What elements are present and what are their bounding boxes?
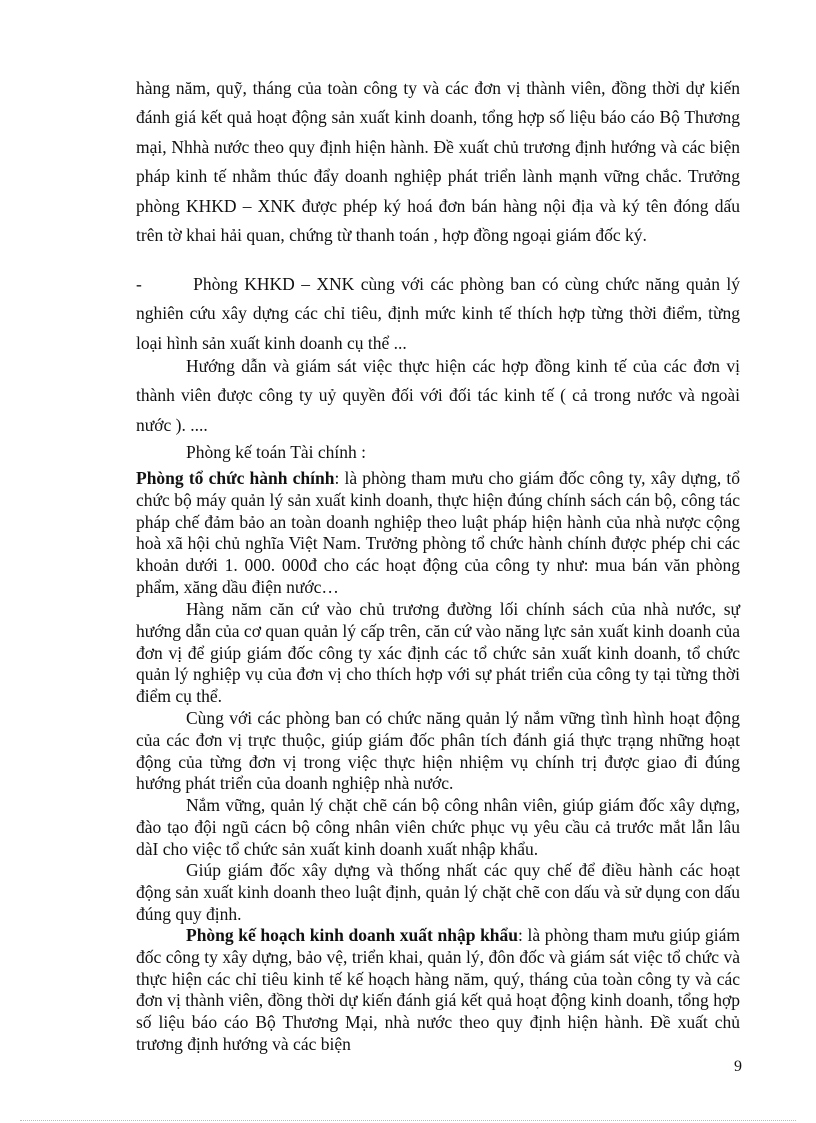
- paragraph-text: : là phòng tham mưu giúp giám đốc công ty xây dựng, bảo vệ, triển khai, quản lý, đôn đốc và giám sát việc tổ chức và thực hiện các chỉ tiêu kinh tế kế hoạch hàng năm, quý, tháng của toàn công ty và các đơn vị thành viên, đồng thời dự kiến đánh giá kết quả hoạt động kinh doanh, tổng hợp số liệu báo cáo Bộ Thương Mại, nhà nước theo quy định hiện hành. Đề xuất chủ trương định hướng và các biện: [136, 925, 741, 1054]
- paragraph-text: Giúp giám đốc xây dựng và thống nhất các quy chế để điều hành các hoạt động sản xuất kinh doanh theo luật định, quản lý chặt chẽ con dấu và sử dụng con dấu đúng quy định.: [136, 860, 740, 924]
- section-heading: Phòng tổ chức hành chính: [136, 468, 335, 488]
- paragraph-text: Hàng năm căn cứ vào chủ trương đường lối chính sách của nhà nước, sự hướng dẫn của cơ quan quản lý cấp trên, căn cứ vào năng lực sản xuất kinh doanh của đơn vị để giúp giám đốc công ty xác định các tổ chức sản xuất kinh doanh, tổ chức quản lý nghiệp vụ của đơn vị cho thích hợp với sự phát triển của công ty tại từng thời điểm cụ thể.: [136, 599, 740, 707]
- paragraph-text: Nắm vững, quản lý chặt chẽ cán bộ công nhân viên, giúp giám đốc xây dựng, đào tạo đội ngũ cácn bộ công nhân viên chức phục vụ yêu cầu cả trước mắt lẫn lâu dàI cho việc tổ chức sản xuất kinh doanh xuất nhập khẩu.: [136, 795, 740, 859]
- paragraph-text: : là phòng tham mưu cho giám đốc công ty, xây dựng, tổ chức bộ máy quản lý sản xuất kinh doanh, thực hiện đúng chính sách cán bộ, công tác pháp chế đảm bảo an toàn doanh nghiệp theo luật pháp hiện hành của nhà nược cộng hoà xã hội chủ nghĩa Việt Nam. Trưởng phòng tổ chức hành chính được phép chi các khoản dưới 1. 000. 000đ cho các hoạt động của công ty như: mua bán văn phòng phẩm, xăng dầu điện nước…: [136, 468, 740, 597]
- paragraph-continuation: [136, 74, 740, 250]
- paragraph-text: Hướng dẫn và giám sát việc thực hiện các hợp đồng kinh tế của các đơn vị thành viên được công ty uỷ quyền đối với đối tác kinh tế ( cả trong nước và ngoài nước ). ....: [136, 356, 740, 435]
- paragraph-text: Cùng với các phòng ban có chức năng quản lý nắm vững tình hình hoạt động của các đơn vị trực thuộc, giúp giám đốc phân tích đánh giá thực trạng những hoạt động của từng đơn vị trong việc thực hiện nhiệm vụ chính trị được giao đi đúng hướng phát triển của doanh nghiệp nhà nước.: [136, 708, 740, 794]
- paragraph-text: hàng năm, quỹ, tháng của toàn công ty và các đơn vị thành viên, đồng thời dự kiến đánh giá kết quả hoạt động sản xuất kinh doanh, tổng hợp số liệu báo cáo Bộ Thương mại, Nhhà nước theo quy định hiện hành. Đề xuất chủ trương định hướng và các biện pháp kinh tế nhằm thúc đẩy doanh nghiệp phát triển lành mạnh vững chắc. Trưởng phòng KHKD – XNK được phép ký hoá đơn bán hàng nội địa và ký tên đóng dấu trên tờ khai hải quan, chứng từ thanh toán , hợp đồng ngoại giám đốc ký.: [136, 78, 740, 246]
- section-heading: Phòng kế hoạch kinh doanh xuất nhập khẩu: [186, 925, 519, 945]
- page-number: 9: [734, 1058, 742, 1075]
- paragraph-ke-toan-heading: [136, 438, 740, 467]
- page-bottom-divider: [20, 1120, 796, 1121]
- paragraph-khkd-xnk-dash: [136, 270, 745, 358]
- paragraph-text: - Phòng KHKD – XNK cùng với các phòng ban có cùng chức năng quản lý nghiên cứu xây dựng các chỉ tiêu, định mức kinh tế thích hợp từng thời điểm, từng loại hình sản xuất kinh doanh cụ thể ...: [136, 274, 745, 353]
- paragraph-hang-nam: [136, 599, 740, 708]
- paragraph-cung-voi: [136, 708, 740, 795]
- paragraph-to-chuc-hanh-chinh: [136, 468, 740, 599]
- paragraph-text: Phòng kế toán Tài chính :: [186, 442, 366, 462]
- paragraph-huong-dan: [136, 352, 740, 440]
- paragraph-giup-giam-doc: [136, 860, 740, 925]
- paragraph-ke-hoach-kinh-doanh: [136, 925, 740, 1056]
- paragraph-nam-vung: [136, 795, 740, 860]
